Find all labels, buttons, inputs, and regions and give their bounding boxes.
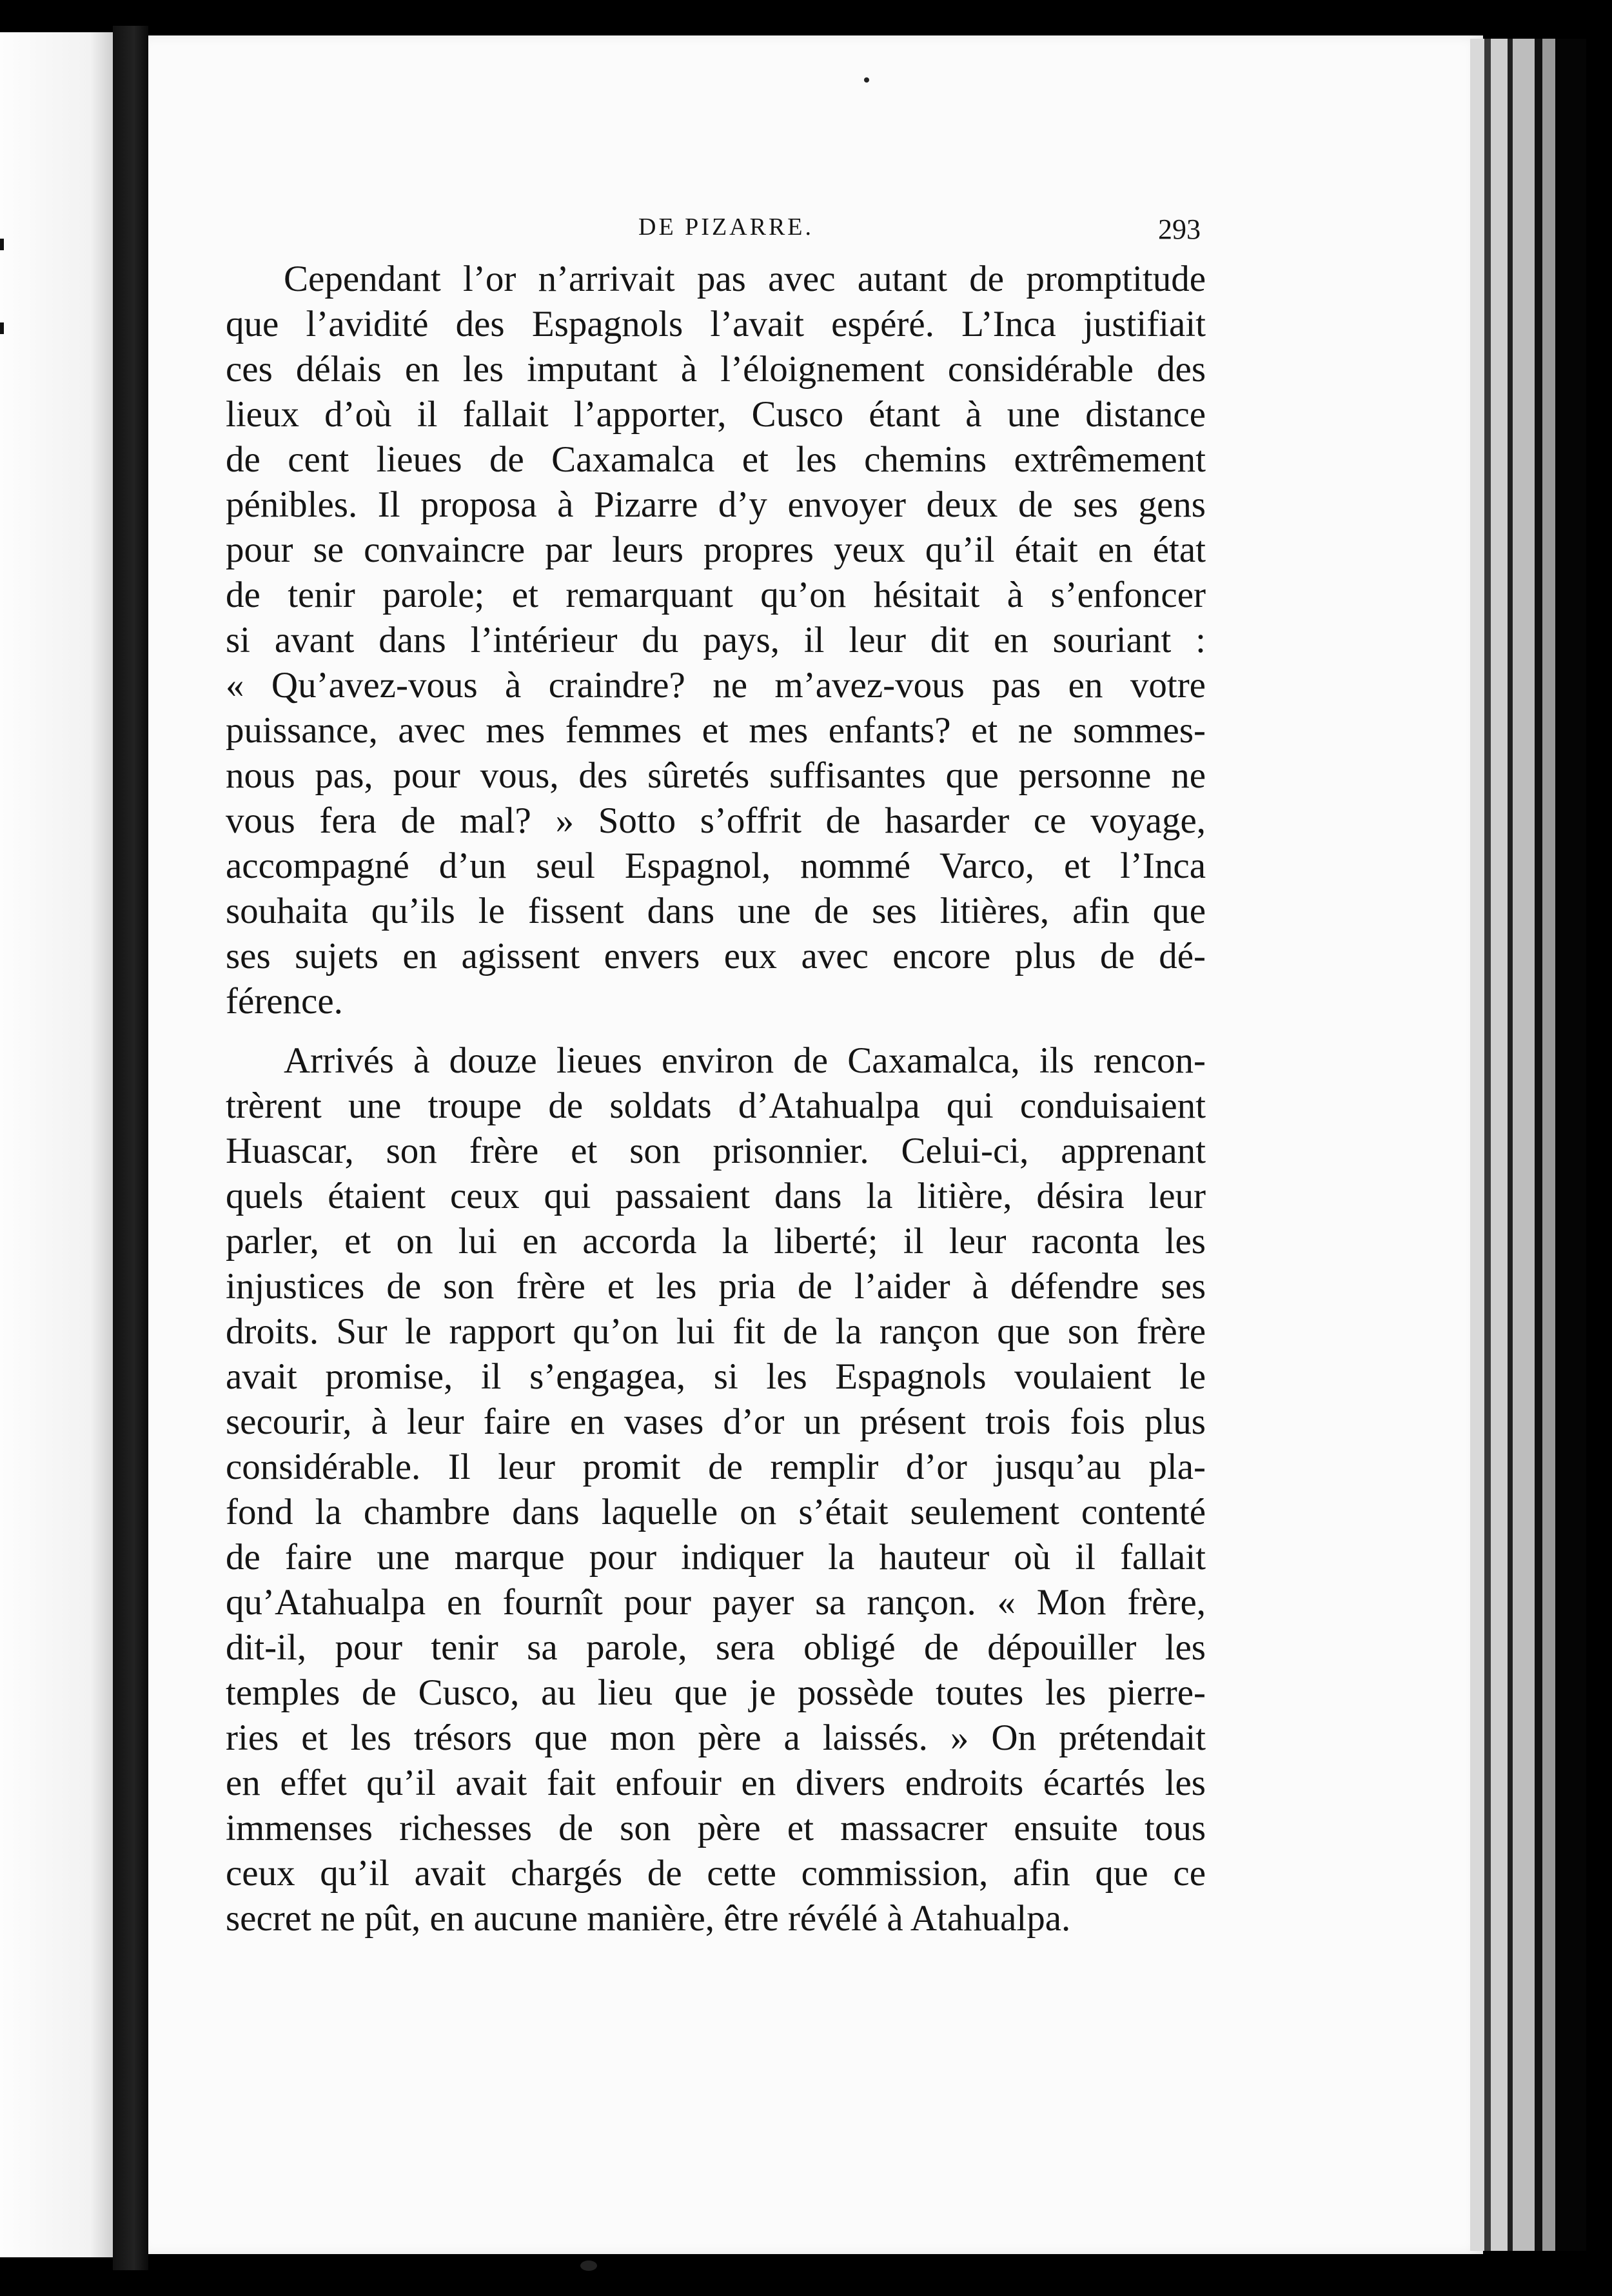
text-line: trèrent une troupe de soldats d’Atahualpa qui conduisaient bbox=[226, 1085, 1206, 1126]
facing-page-edge bbox=[0, 32, 113, 2257]
text-line: de faire une marque pour indiquer la hauteur où il fallait bbox=[226, 1537, 1206, 1578]
text-line: ries et les trésors que mon père a laissés. » On prétendait bbox=[226, 1717, 1206, 1758]
text-line: fond la chambre dans laquelle on s’était seulement contenté bbox=[226, 1492, 1206, 1532]
text-line: ceux qu’il avait chargés de cette commission, afin que ce bbox=[226, 1853, 1206, 1894]
text-line: si avant dans l’intérieur du pays, il leur dit en souriant : bbox=[226, 620, 1206, 660]
text-line: Arrivés à douze lieues environ de Caxamalca, ils rencon- bbox=[284, 1040, 1206, 1081]
text-line: vous fera de mal? » Sotto s’offrit de hasarder ce voyage, bbox=[226, 800, 1206, 841]
text-line: considérable. Il leur promit de remplir d’or jusqu’au pla- bbox=[226, 1447, 1206, 1487]
text-line: que l’avidité des Espagnols l’avait espéré. L’Inca justifiait bbox=[226, 304, 1206, 344]
text-line: ces délais en les imputant à l’éloignement considérable des bbox=[226, 349, 1206, 390]
text-line: nous pas, pour vous, des sûretés suffisantes que personne ne bbox=[226, 755, 1206, 796]
text-line: avait promise, il s’engagea, si les Espagnols voulaient le bbox=[226, 1356, 1206, 1397]
text-line: Huascar, son frère et son prisonnier. Celui-ci, apprenant bbox=[226, 1131, 1206, 1171]
book-gutter bbox=[113, 26, 148, 2270]
text-line: en effet qu’il avait fait enfouir en divers endroits écartés les bbox=[226, 1763, 1206, 1803]
text-line: injustices de son frère et les pria de l’aider à défendre ses bbox=[226, 1266, 1206, 1307]
text-line: secret ne pût, en aucune manière, être révélé à Atahualpa. bbox=[226, 1898, 1071, 1939]
text-line: droits. Sur le rapport qu’on lui fit de la rançon que son frère bbox=[226, 1311, 1206, 1352]
text-line: puissance, avec mes femmes et mes enfants? et ne sommes- bbox=[226, 710, 1206, 751]
text-line: de tenir parole; et remarquant qu’on hésitait à s’enfoncer bbox=[226, 575, 1206, 615]
text-line: lieux d’où il fallait l’apporter, Cusco étant à une distance bbox=[226, 394, 1206, 435]
text-line: « Qu’avez-vous à craindre? ne m’avez-vous pas en votre bbox=[226, 665, 1206, 706]
text-line: dit-il, pour tenir sa parole, sera obligé de dépouiller les bbox=[226, 1627, 1206, 1668]
dust-speck bbox=[864, 77, 869, 83]
text-line: quels étaient ceux qui passaient dans la litière, désira leur bbox=[226, 1176, 1206, 1216]
text-line: parler, et on lui en accorda la liberté; il leur raconta les bbox=[226, 1221, 1206, 1262]
text-line: férence. bbox=[226, 981, 343, 1022]
text-line: souhaita qu’ils le fissent dans une de ses litières, afin que bbox=[226, 891, 1206, 931]
text-line: temples de Cusco, au lieu que je possède toutes les pierre- bbox=[226, 1672, 1206, 1713]
text-line: ses sujets en agissent envers eux avec encore plus de dé- bbox=[226, 936, 1206, 976]
page-number: 293 bbox=[1158, 213, 1201, 245]
text-line: de cent lieues de Caxamalca et les chemins extrêmement bbox=[226, 439, 1206, 480]
margin-mark bbox=[0, 322, 4, 334]
text-line: immenses richesses de son père et massacrer ensuite tous bbox=[226, 1808, 1206, 1848]
dust-speck bbox=[580, 2261, 597, 2271]
running-head: DE PIZARRE. bbox=[638, 213, 814, 241]
text-line: qu’Atahualpa en fournît pour payer sa rançon. « Mon frère, bbox=[226, 1582, 1206, 1623]
text-line: Cependant l’or n’arrivait pas avec autant de promptitude bbox=[284, 259, 1206, 299]
page-block-edges bbox=[1470, 39, 1586, 2251]
text-line: secourir, à leur faire en vases d’or un présent trois fois plus bbox=[226, 1401, 1206, 1442]
margin-mark bbox=[0, 239, 4, 250]
text-line: pour se convaincre par leurs propres yeux qu’il était en état bbox=[226, 529, 1206, 570]
text-line: pénibles. Il proposa à Pizarre d’y envoyer deux de ses gens bbox=[226, 484, 1206, 525]
text-line: accompagné d’un seul Espagnol, nommé Varco, et l’Inca bbox=[226, 846, 1206, 886]
